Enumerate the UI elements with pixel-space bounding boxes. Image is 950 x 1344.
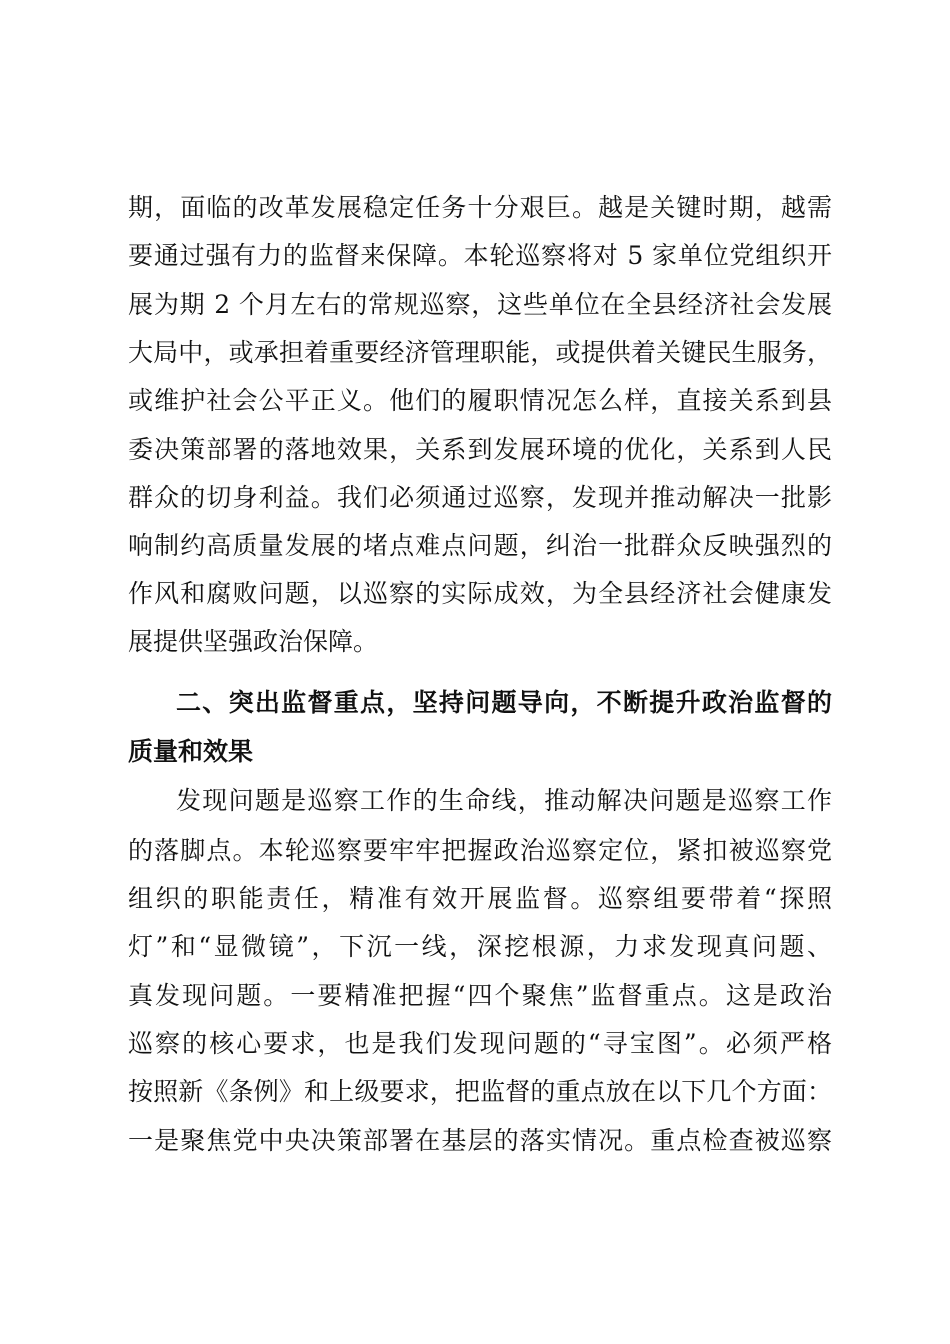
text-line: 真发现问题。一要精准把握“四个聚焦”监督重点。这是政治 [128, 981, 832, 1010]
text-line: 组织的职能责任，精准有效开展监督。巡察组要带着“探照 [128, 884, 832, 913]
text-line: 发现问题是巡察工作的生命线，推动解决问题是巡察工作 [176, 786, 832, 815]
text-line: 要通过强有力的监督来保障。本轮巡察将对 5 家单位党组织开 [128, 241, 832, 270]
text-line: 委决策部署的落地效果，关系到发展环境的优化，关系到人民 [128, 435, 832, 464]
text-line: 一是聚焦党中央决策部署在基层的落实情况。重点检查被巡察 [128, 1126, 832, 1155]
text-line: 响制约高质量发展的堵点难点问题，纠治一批群众反映强烈的 [128, 531, 832, 560]
text-line: 灯”和“显微镜”，下沉一线，深挖根源，力求发现真问题、 [128, 932, 832, 961]
text-line: 的落脚点。本轮巡察要牢牢把握政治巡察定位，紧扣被巡察党 [128, 836, 832, 865]
heading-line: 二、突出监督重点，坚持问题导向，不断提升政治监督的 [176, 688, 832, 717]
text-line: 按照新《条例》和上级要求，把监督的重点放在以下几个方面： [128, 1077, 832, 1106]
text-line: 展提供坚强政治保障。 [128, 627, 379, 656]
text-line: 巡察的核心要求，也是我们发现问题的“寻宝图”。必须严格 [128, 1029, 832, 1058]
text-line: 作风和腐败问题，以巡察的实际成效，为全县经济社会健康发 [128, 579, 832, 608]
heading-line: 质量和效果 [128, 737, 254, 766]
text-line: 或维护社会公平正义。他们的履职情况怎么样，直接关系到县 [128, 386, 832, 415]
text-line: 群众的切身利益。我们必须通过巡察，发现并推动解决一批影 [128, 483, 832, 512]
text-line: 大局中，或承担着重要经济管理职能，或提供着关键民生服务， [128, 338, 832, 367]
text-line: 期，面临的改革发展稳定任务十分艰巨。越是关键时期，越需 [128, 193, 832, 222]
text-line: 展为期 2 个月左右的常规巡察，这些单位在全县经济社会发展 [128, 290, 832, 319]
